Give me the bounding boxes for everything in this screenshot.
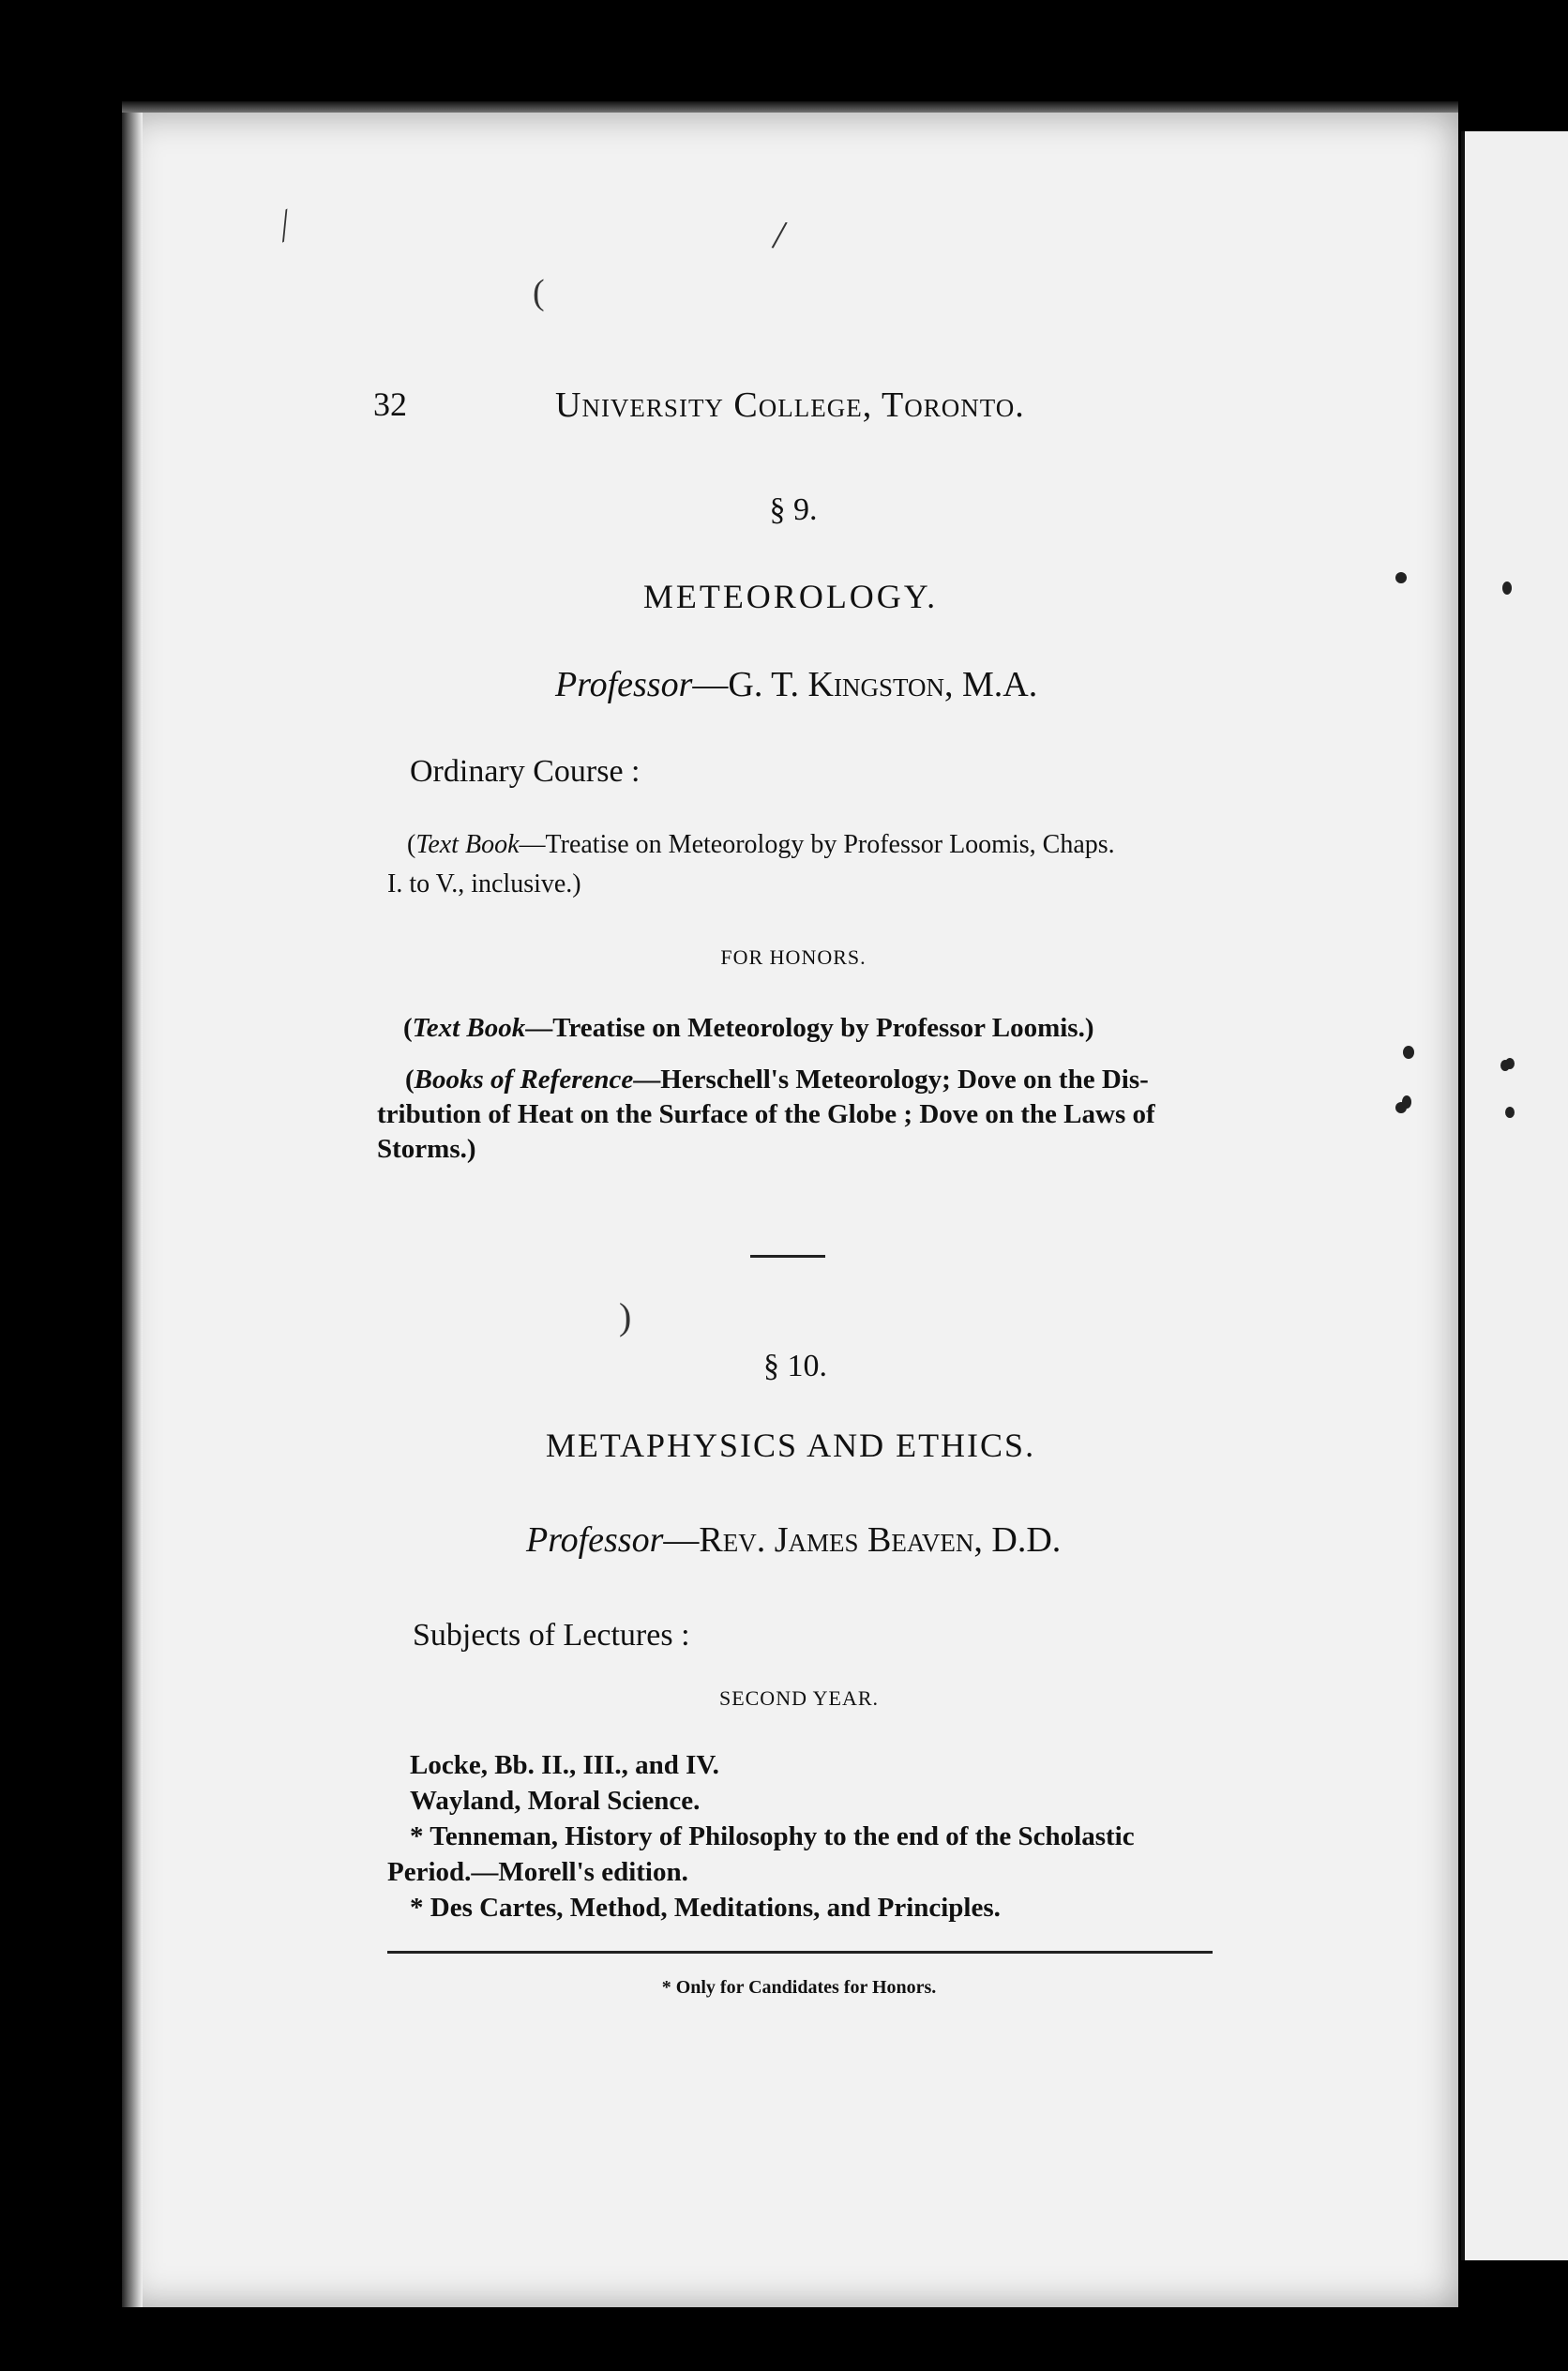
- lecture-item: * Tenneman, History of Philosophy to the end of the Scholastic: [410, 1821, 1135, 1851]
- second-year-heading: SECOND YEAR.: [718, 1686, 880, 1710]
- section-9-title: METEOROLOGY.: [642, 578, 939, 615]
- running-title: University College, Toronto.: [555, 385, 1025, 425]
- textbook-line-1: (Text Book—Treatise on Meteorology by Professor Loomis, Chaps.: [407, 830, 1115, 859]
- professor-name: —Rev. James Beaven, D.D.: [663, 1520, 1062, 1560]
- reference-text: —Herschell's Meteorology; Dove on the Dis-: [633, 1065, 1149, 1095]
- scan-speck: [1403, 1046, 1414, 1059]
- for-honors-heading: FOR HONORS.: [720, 945, 867, 969]
- professor-name: —G. T. Kingston, M.A.: [692, 665, 1038, 704]
- ordinary-course-heading: Ordinary Course :: [410, 754, 641, 789]
- subjects-heading: Subjects of Lectures :: [413, 1618, 690, 1653]
- honors-textbook-text: —Treatise on Meteorology by Professor Loomis.): [525, 1013, 1094, 1043]
- page-left-shadow: [122, 113, 143, 2307]
- lecture-item: Locke, Bb. II., III., and IV.: [410, 1750, 719, 1780]
- section-divider: [750, 1255, 825, 1258]
- reference-label: Books of Reference: [414, 1065, 634, 1095]
- scan-speck: [1505, 1058, 1515, 1069]
- scan-speck: [1505, 1107, 1515, 1118]
- scan-speck: [1395, 572, 1407, 583]
- honors-textbook: (Text Book—Treatise on Meteorology by Professor Loomis.): [403, 1013, 1094, 1043]
- reference-line-2: tribution of Heat on the Surface of the Globe ; Dove on the Laws of: [377, 1099, 1155, 1129]
- page-number: 32: [373, 385, 407, 423]
- textbook-text: —Treatise on Meteorology by Professor Loomis, Chaps.: [519, 830, 1115, 859]
- footnote-rule: [387, 1951, 1213, 1954]
- section-10-number: § 10.: [763, 1349, 827, 1383]
- reference-line-3: Storms.): [377, 1134, 476, 1164]
- section-9-professor: [555, 664, 1037, 705]
- textbook-label: Text Book: [415, 830, 520, 859]
- scan-mark: ): [619, 1295, 632, 1337]
- section-10-title: METAPHYSICS AND ETHICS.: [545, 1427, 1036, 1464]
- scan-speck: [1395, 1102, 1407, 1113]
- lecture-item: Period.—Morell's edition.: [387, 1857, 688, 1887]
- textbook-line-2: I. to V., inclusive.): [387, 869, 581, 899]
- professor-label: Professor: [555, 665, 693, 704]
- scan-mark: ⁄: [270, 204, 300, 248]
- adjacent-page-edge: [1461, 131, 1568, 2260]
- scan-speck: [1502, 581, 1512, 595]
- professor-label: Professor: [526, 1520, 664, 1560]
- lecture-item: Wayland, Moral Science.: [410, 1786, 701, 1816]
- honors-textbook-label: Text Book: [412, 1013, 526, 1043]
- scan-mark: (: [533, 273, 545, 312]
- section-10-professor: [526, 1519, 1061, 1561]
- lecture-item: * Des Cartes, Method, Meditations, and Principles.: [410, 1893, 1001, 1923]
- reference-line-1: (Books of Reference—Herschell's Meteorology; Dove on the Dis-: [405, 1065, 1149, 1095]
- section-9-number: § 9.: [769, 492, 818, 527]
- footnote: * Only for Candidates for Honors.: [661, 1977, 937, 1998]
- scan-mark: /: [769, 211, 790, 259]
